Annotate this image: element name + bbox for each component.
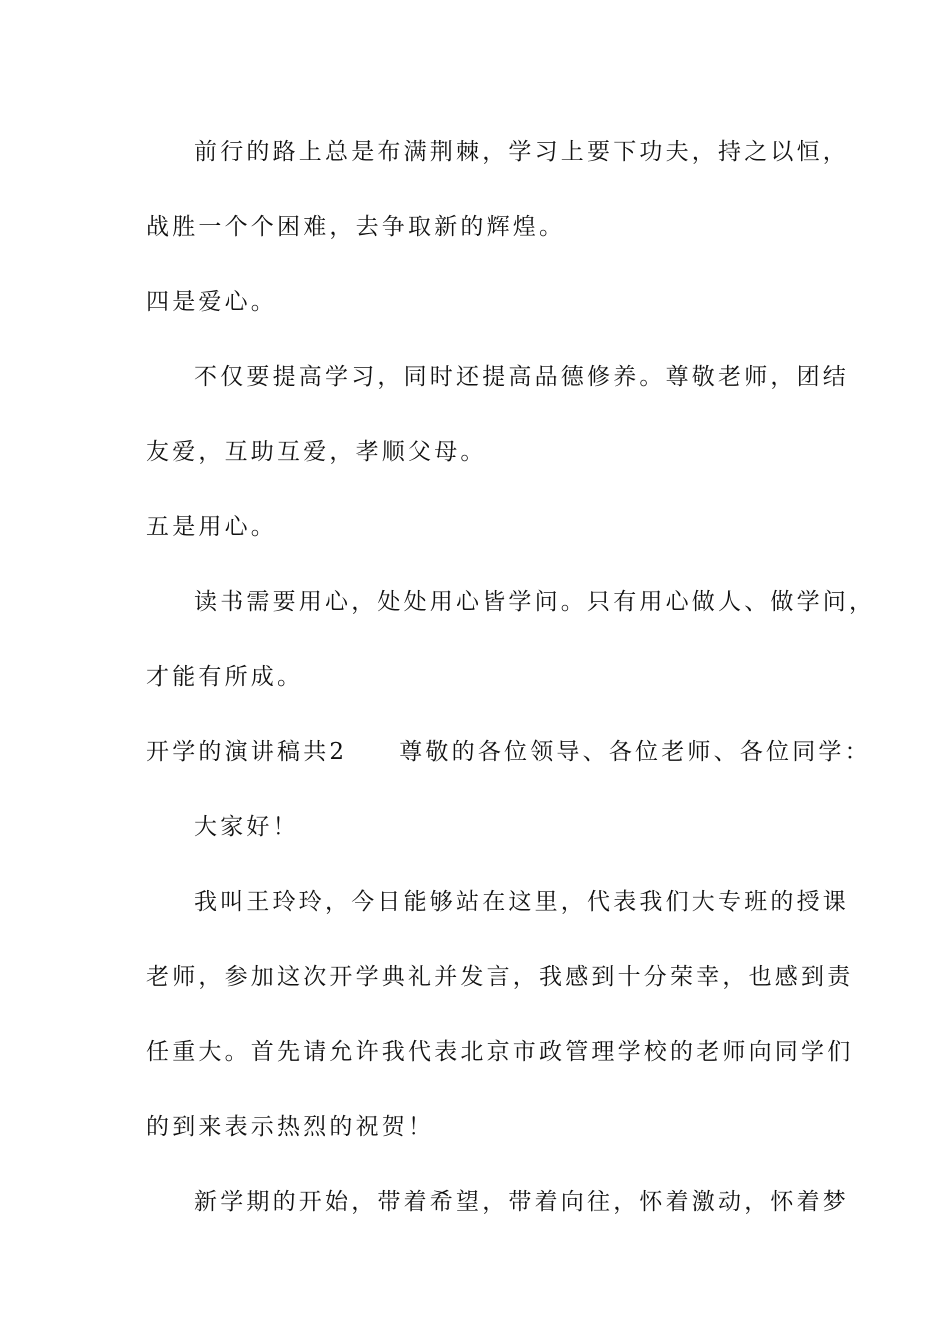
paragraph-line: 不仅要提高学习，同时还提高品德修养。尊敬老师，团结 xyxy=(194,364,849,390)
salutation: 尊敬的各位领导、各位老师、各位同学： xyxy=(399,739,871,765)
paragraph-line: 友爱，互助互爱，孝顺父母。 xyxy=(146,439,487,465)
paragraph-line: 我叫王玲玲，今日能够站在这里，代表我们大专班的授课 xyxy=(194,889,849,915)
section-heading: 五是用心。 xyxy=(146,514,277,540)
paragraph-line: 的到来表示热烈的祝贺！ xyxy=(146,1114,435,1140)
greeting: 大家好！ xyxy=(194,814,299,840)
speech-title-line xyxy=(146,737,871,767)
paragraph-line: 老师，参加这次开学典礼并发言，我感到十分荣幸，也感到责 xyxy=(146,964,854,990)
speech-title: 开学的演讲稿共2 xyxy=(146,739,348,765)
paragraph-line: 读书需要用心，处处用心皆学问。只有用心做人、做学问， xyxy=(194,589,876,615)
paragraph-line: 新学期的开始，带着希望，带着向往，怀着激动，怀着梦 xyxy=(194,1189,849,1215)
paragraph-line: 战胜一个个困难，去争取新的辉煌。 xyxy=(146,214,566,240)
paragraph-line: 前行的路上总是布满荆棘，学习上要下功夫，持之以恒， xyxy=(194,139,849,165)
section-heading: 四是爱心。 xyxy=(146,289,277,315)
paragraph-line: 任重大。首先请允许我代表北京市政管理学校的老师向同学们 xyxy=(146,1039,854,1065)
paragraph-line: 才能有所成。 xyxy=(146,664,304,690)
